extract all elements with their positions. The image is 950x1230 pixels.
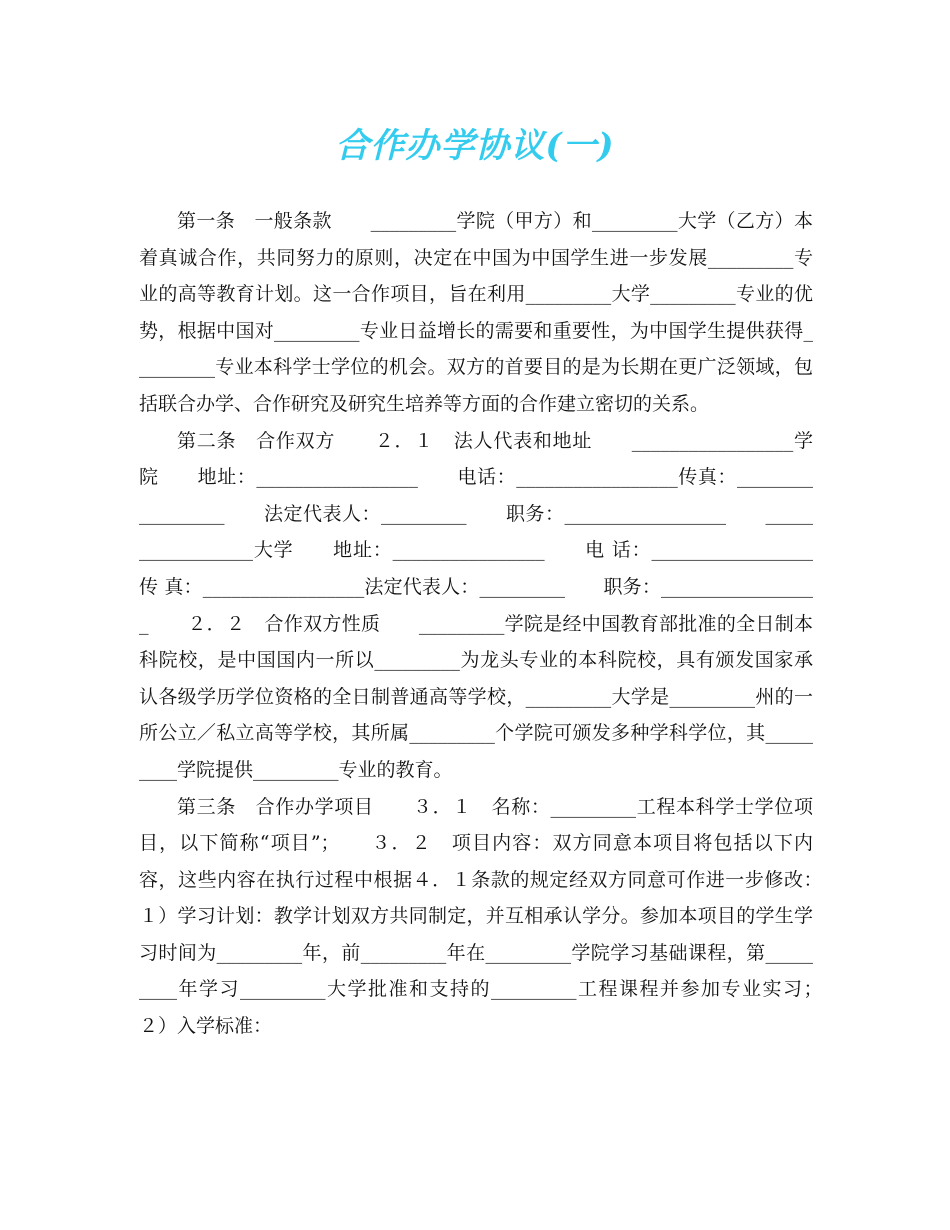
document-title: 合作办学协议(一) — [335, 126, 615, 166]
article-3-paragraph: 第三条 合作办学项目 ３．１ 名称：_________工程本科学士学位项目，以下简称“项目”； ３．２ 项目内容：双方同意本项目将包括以下内容，这些内容在执行过程中根据４．１条款的规定经双方同意可作进一步修改： １）学习计划：教学计划双方共同制定，并互相承认学分。参加本项目的学生学习时间为_________年，前_________年在_________学院学习基础课程，第_________年学习_________大学批准和支持的_________工程课程并参加专业实习； ２）入学标准： — [139, 795, 852, 1038]
article-2-paragraph: 第二条 合作双方 ２．１ 法人代表和地址 _________________学院 地址：_________________ 电话：_________________传真：_________________ 法定代表人：_________ 职务：_________________ _________________大学 地址：________________ 电 话：_________________ 传 真：_________________法定代表人：_________ 职务：_________________ ２．２ 合作双方性质 _________学院是经中国教育部批准的全日制本科院校，是中国国内一所以_________为龙头专业的本科院校，具有颁发国家承认各级学历学位资格的全日制普通高等学校，_________大学是_________州的一所公立／私立高等学校，其所属_________个学院可颁发多种学科学位，其_________学院提供_________专业的教育。 — [139, 429, 852, 781]
document-body — [139, 203, 852, 1045]
article-1-paragraph: 第一条 一般条款 _________学院（甲方）和_________大学（乙方）本着真诚合作，共同努力的原则，决定在中国为中国学生进一步发展_________专业的高等教育计划。这一合作项目，旨在利用_________大学_________专业的优势，根据中国对_________专业日益增长的需要和重要性，为中国学生提供获得_________专业本科学士学位的机会。双方的首要目的是为长期在更广泛领域，包括联合办学、合作研究及研究生培养等方面的合作建立密切的关系。 — [139, 210, 813, 415]
